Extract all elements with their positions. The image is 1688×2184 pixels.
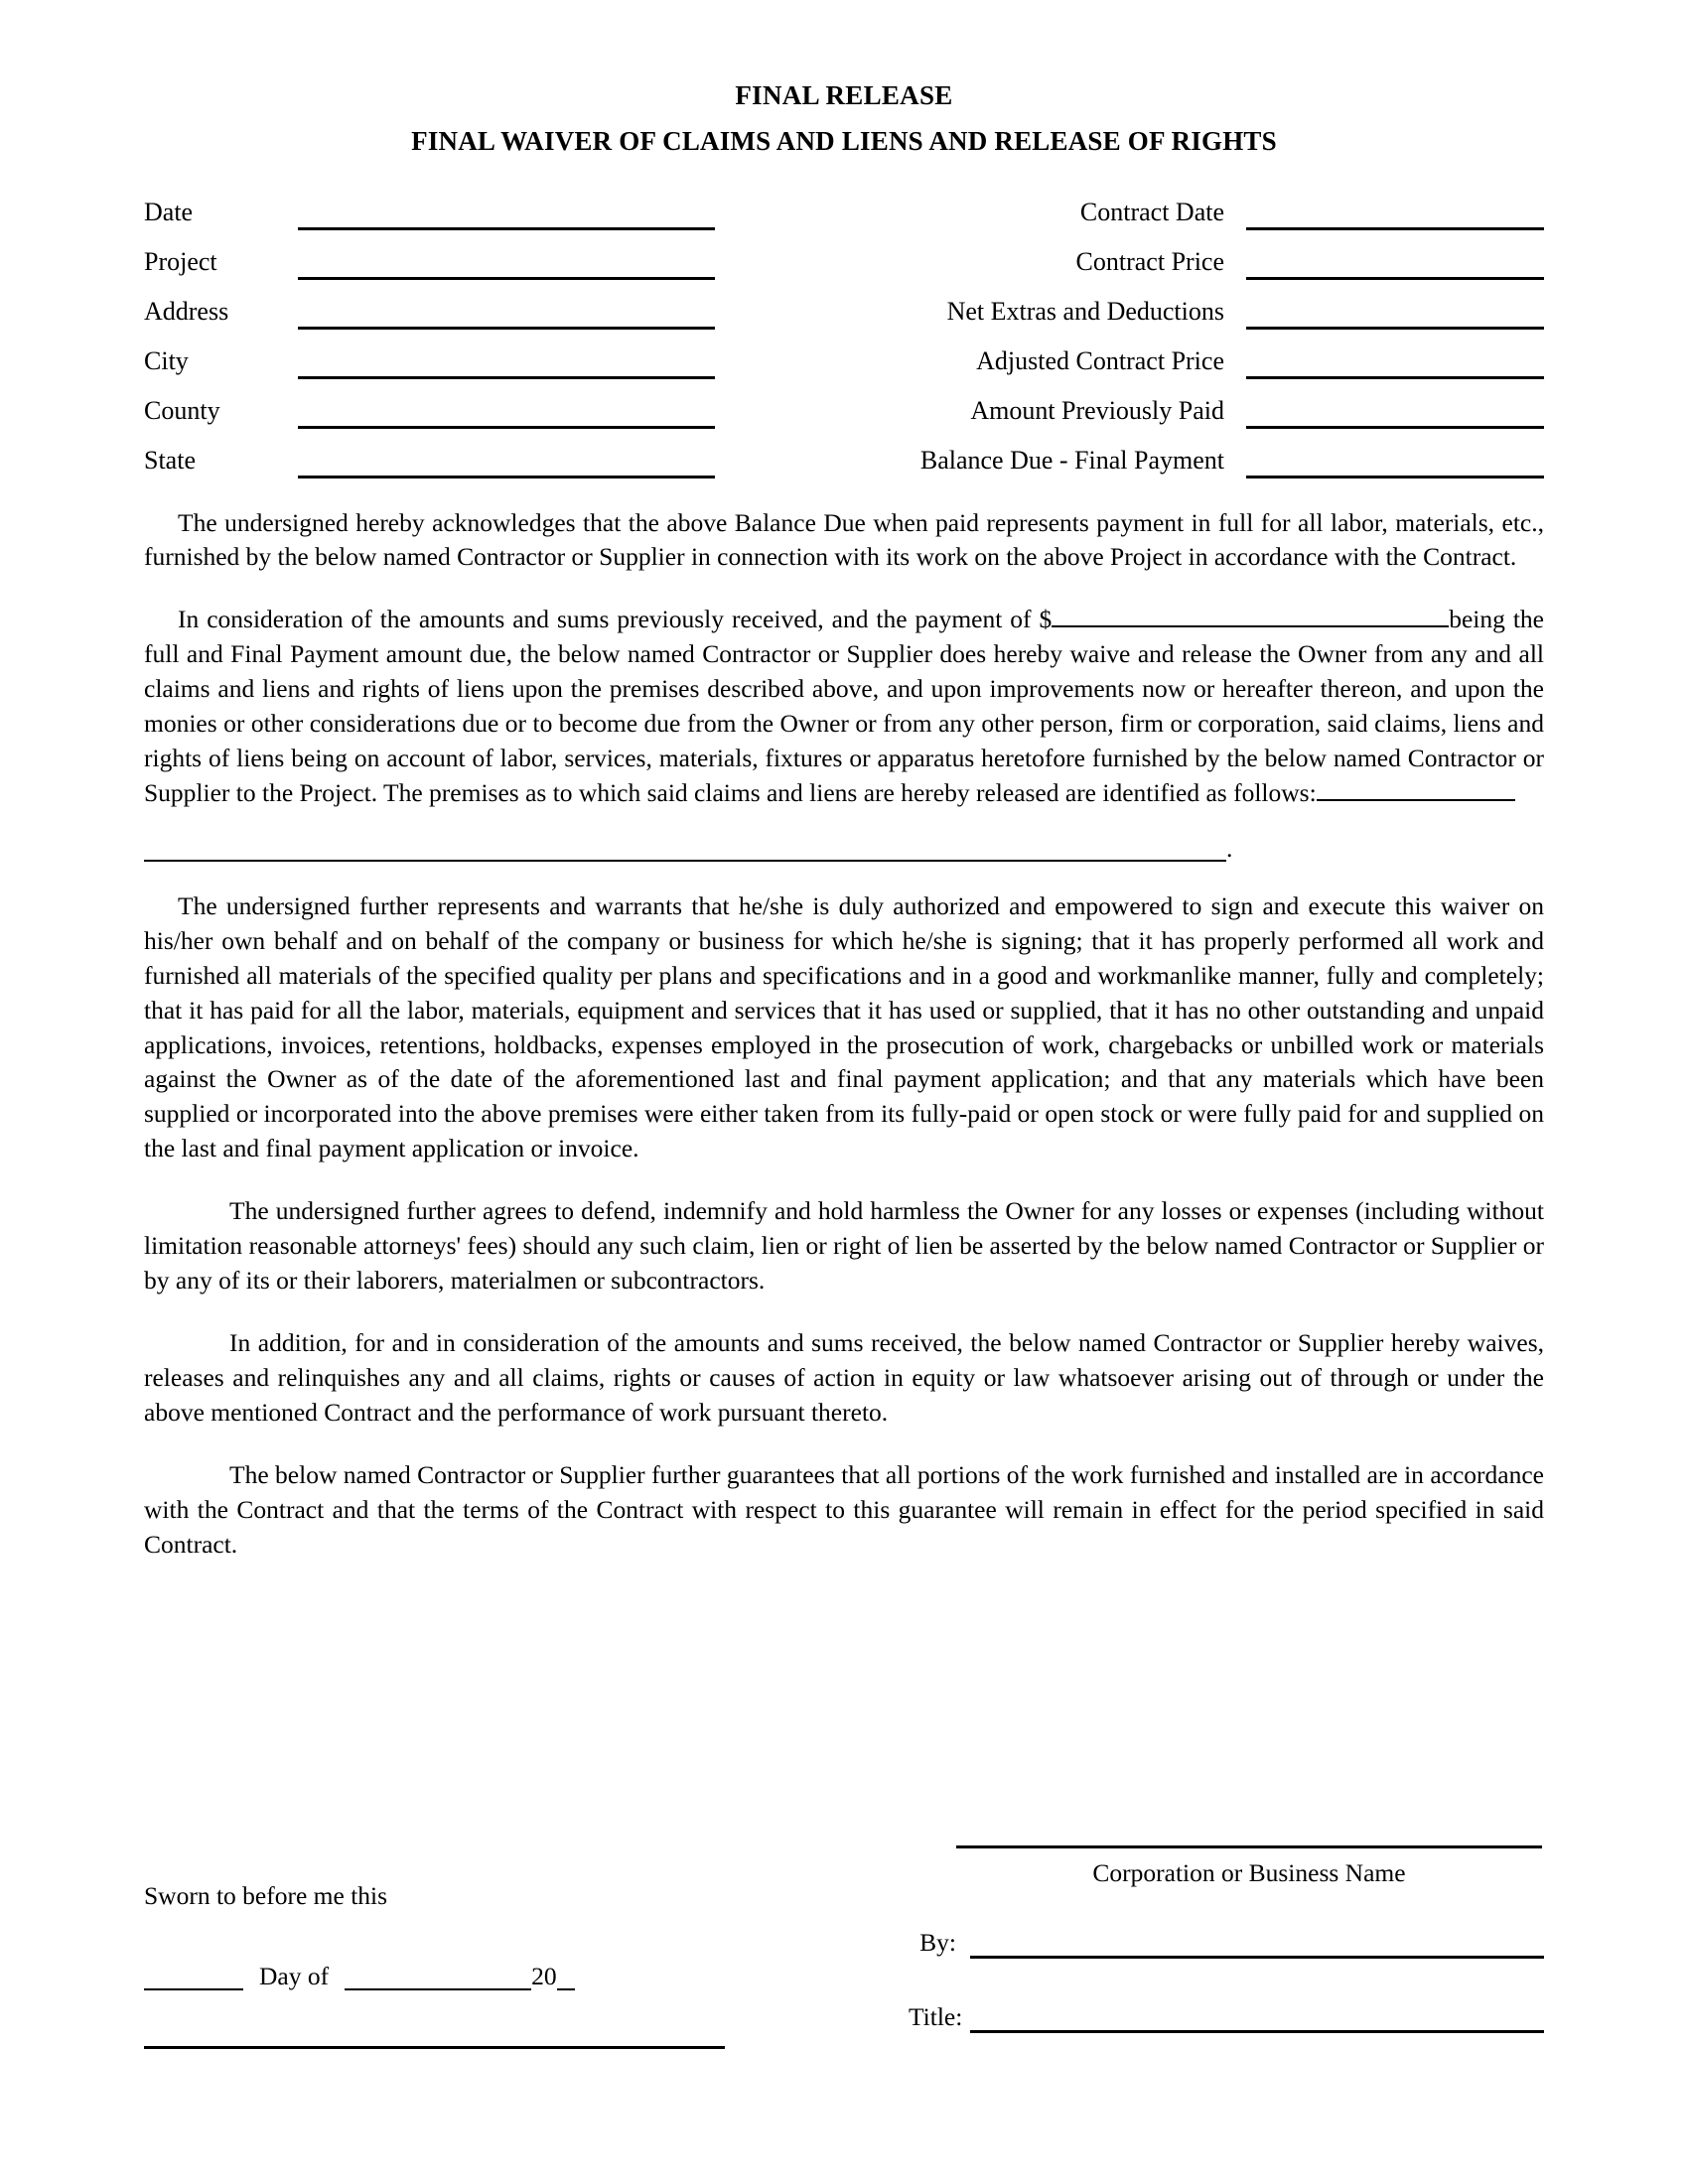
- field-label-contract-date: Contract Date: [1079, 197, 1224, 226]
- paragraph-guarantee: The below named Contractor or Supplier further guarantees that all portions of the work furnished and installed are in accordance with the Contract and that the terms of the Contract with respect to this guarantee will remain in effect for the period specified in said Contract.: [144, 1459, 1544, 1559]
- form-row: [144, 280, 1544, 330]
- sworn-date-row: [144, 1961, 760, 1991]
- field-label-project: Project: [144, 246, 217, 276]
- signer-title-row: [909, 2004, 1544, 2033]
- notary-signature-line[interactable]: [144, 2042, 725, 2049]
- premises-period: .: [1226, 834, 1233, 864]
- paragraph-consideration: [144, 603, 1544, 811]
- signature-columns: [144, 1842, 1544, 2049]
- sworn-statement-label: Sworn to before me this: [144, 1881, 388, 1910]
- form-row: [144, 379, 1544, 429]
- title-line[interactable]: [970, 2004, 1544, 2033]
- field-label-date: Date: [144, 197, 194, 226]
- form-row: [144, 429, 1544, 478]
- field-label-county: County: [144, 395, 220, 425]
- month-blank[interactable]: [345, 1965, 531, 1990]
- field-input-contract-price[interactable]: [1246, 247, 1544, 280]
- premises-continuation-row: [144, 836, 1544, 862]
- corporation-name-line[interactable]: [956, 1842, 1542, 1848]
- field-input-state[interactable]: [298, 446, 715, 478]
- field-input-project[interactable]: [298, 247, 715, 280]
- field-input-city[interactable]: [298, 346, 715, 379]
- by-label: By:: [919, 1928, 956, 1957]
- company-signature-block: [909, 1842, 1544, 2049]
- field-label-contract-price: Contract Price: [1075, 246, 1224, 276]
- page-title: FINAL RELEASE: [735, 80, 953, 110]
- field-input-adjusted-contract-price[interactable]: [1246, 346, 1544, 379]
- paragraph-acknowledgement: The undersigned hereby acknowledges that the above Balance Due when paid represents payment in full for all labor, materials, etc., furnished by the below named Contractor or Supplier in connection with its work on the above Project in accordance with the Contract.: [144, 507, 1544, 572]
- paragraph-representations: The undersigned further represents and warrants that he/she is duly authorized and empowered to sign and execute this waiver on his/her own behalf and on behalf of the company or business for which he/she is signing; that it has properly performed all work and furnished all materials of the specified quality per plans and specifications and in a good and workmanlike manner, fully and completely; that it has paid for all the labor, materials, equipment and services that it has used or supplied, that it has no other outstanding and unpaid applications, invoices, retentions, holdbacks, expenses employed in the prosecution of work, chargebacks or unbilled work or materials against the Owner as of the date of the aforementioned last and final payment application; and that any materials which have been supplied or incorporated into the above premises were either taken from its fully-paid or open stock or were fully paid for and supplied on the last and final payment application or invoice.: [144, 890, 1544, 1163]
- field-label-address: Address: [144, 296, 229, 326]
- field-label-city: City: [144, 345, 189, 375]
- paragraph-consideration-lead: In consideration of the amounts and sums previously received, and the payment of $: [178, 605, 1053, 634]
- page-subtitle: FINAL WAIVER OF CLAIMS AND LIENS AND RELEASE OF RIGHTS: [411, 125, 1277, 156]
- field-label-amount-previously-paid: Amount Previously Paid: [970, 395, 1224, 425]
- field-input-balance-due[interactable]: [1246, 446, 1544, 478]
- form-fields-block: [144, 181, 1544, 478]
- field-input-contract-date[interactable]: [1246, 198, 1544, 230]
- field-input-county[interactable]: [298, 396, 715, 429]
- premises-continuation-blank[interactable]: [144, 844, 1226, 862]
- corporation-name-caption: Corporation or Business Name: [1092, 1858, 1406, 1887]
- day-number-blank[interactable]: [144, 1965, 243, 1990]
- field-label-adjusted-contract-price: Adjusted Contract Price: [976, 345, 1224, 375]
- payment-amount-blank[interactable]: [1052, 604, 1449, 627]
- day-of-label: Day of: [259, 1961, 330, 1990]
- signature-section: [144, 1842, 1544, 2049]
- field-label-balance-due: Balance Due - Final Payment: [919, 445, 1224, 475]
- field-label-state: State: [144, 445, 196, 475]
- field-input-address[interactable]: [298, 297, 715, 330]
- field-label-net-extras: Net Extras and Deductions: [946, 296, 1224, 326]
- paragraph-waiver-addition: In addition, for and in consideration of the amounts and sums received, the below named Contractor or Supplier hereby waives, releases and relinquishes any and all claims, rights or causes of action in equity or law whatsoever arising out of through or under the above mentioned Contract and the performance of work pursuant thereto.: [144, 1328, 1544, 1427]
- signed-by-row: [909, 1930, 1544, 1959]
- form-row: [144, 230, 1544, 280]
- year-suffix-blank[interactable]: [557, 1969, 575, 1990]
- form-row: [144, 330, 1544, 379]
- title-label: Title:: [909, 2002, 963, 2031]
- field-input-date[interactable]: [298, 198, 715, 230]
- document-content: [144, 79, 1544, 1587]
- year-prefix-label: 20: [531, 1961, 557, 1990]
- form-row: [144, 181, 1544, 230]
- notary-block: [144, 1842, 760, 2049]
- premises-identified-blank[interactable]: [1317, 777, 1515, 801]
- paragraph-indemnify: The undersigned further agrees to defend, indemnify and hold harmless the Owner for any losses or expenses (including without limitation reasonable attorneys' fees) should any such claim, lien or right of lien be asserted by the below named Contractor or Supplier or by any of its or their laborers, materialmen or subcontractors.: [144, 1196, 1544, 1296]
- field-input-amount-previously-paid[interactable]: [1246, 396, 1544, 429]
- by-signature-line[interactable]: [970, 1930, 1544, 1959]
- paragraph-consideration-rest: being the full and Final Payment amount due, the below named Contractor or Supplier does hereby waive and release the Owner from any and all claims and liens and rights of liens upon the premises described above, and upon improvements now or hereafter thereon, and upon the monies or other considerations due or to become due from the Owner or from any other person, firm or corporation, said claims, liens and rights of liens being on account of labor, services, materials, fixtures or apparatus heretofore furnished by the below named Contractor or Supplier to the Project. The premises as to which said claims and liens are hereby released are identified as follows:: [144, 605, 1544, 807]
- field-input-net-extras[interactable]: [1246, 297, 1544, 330]
